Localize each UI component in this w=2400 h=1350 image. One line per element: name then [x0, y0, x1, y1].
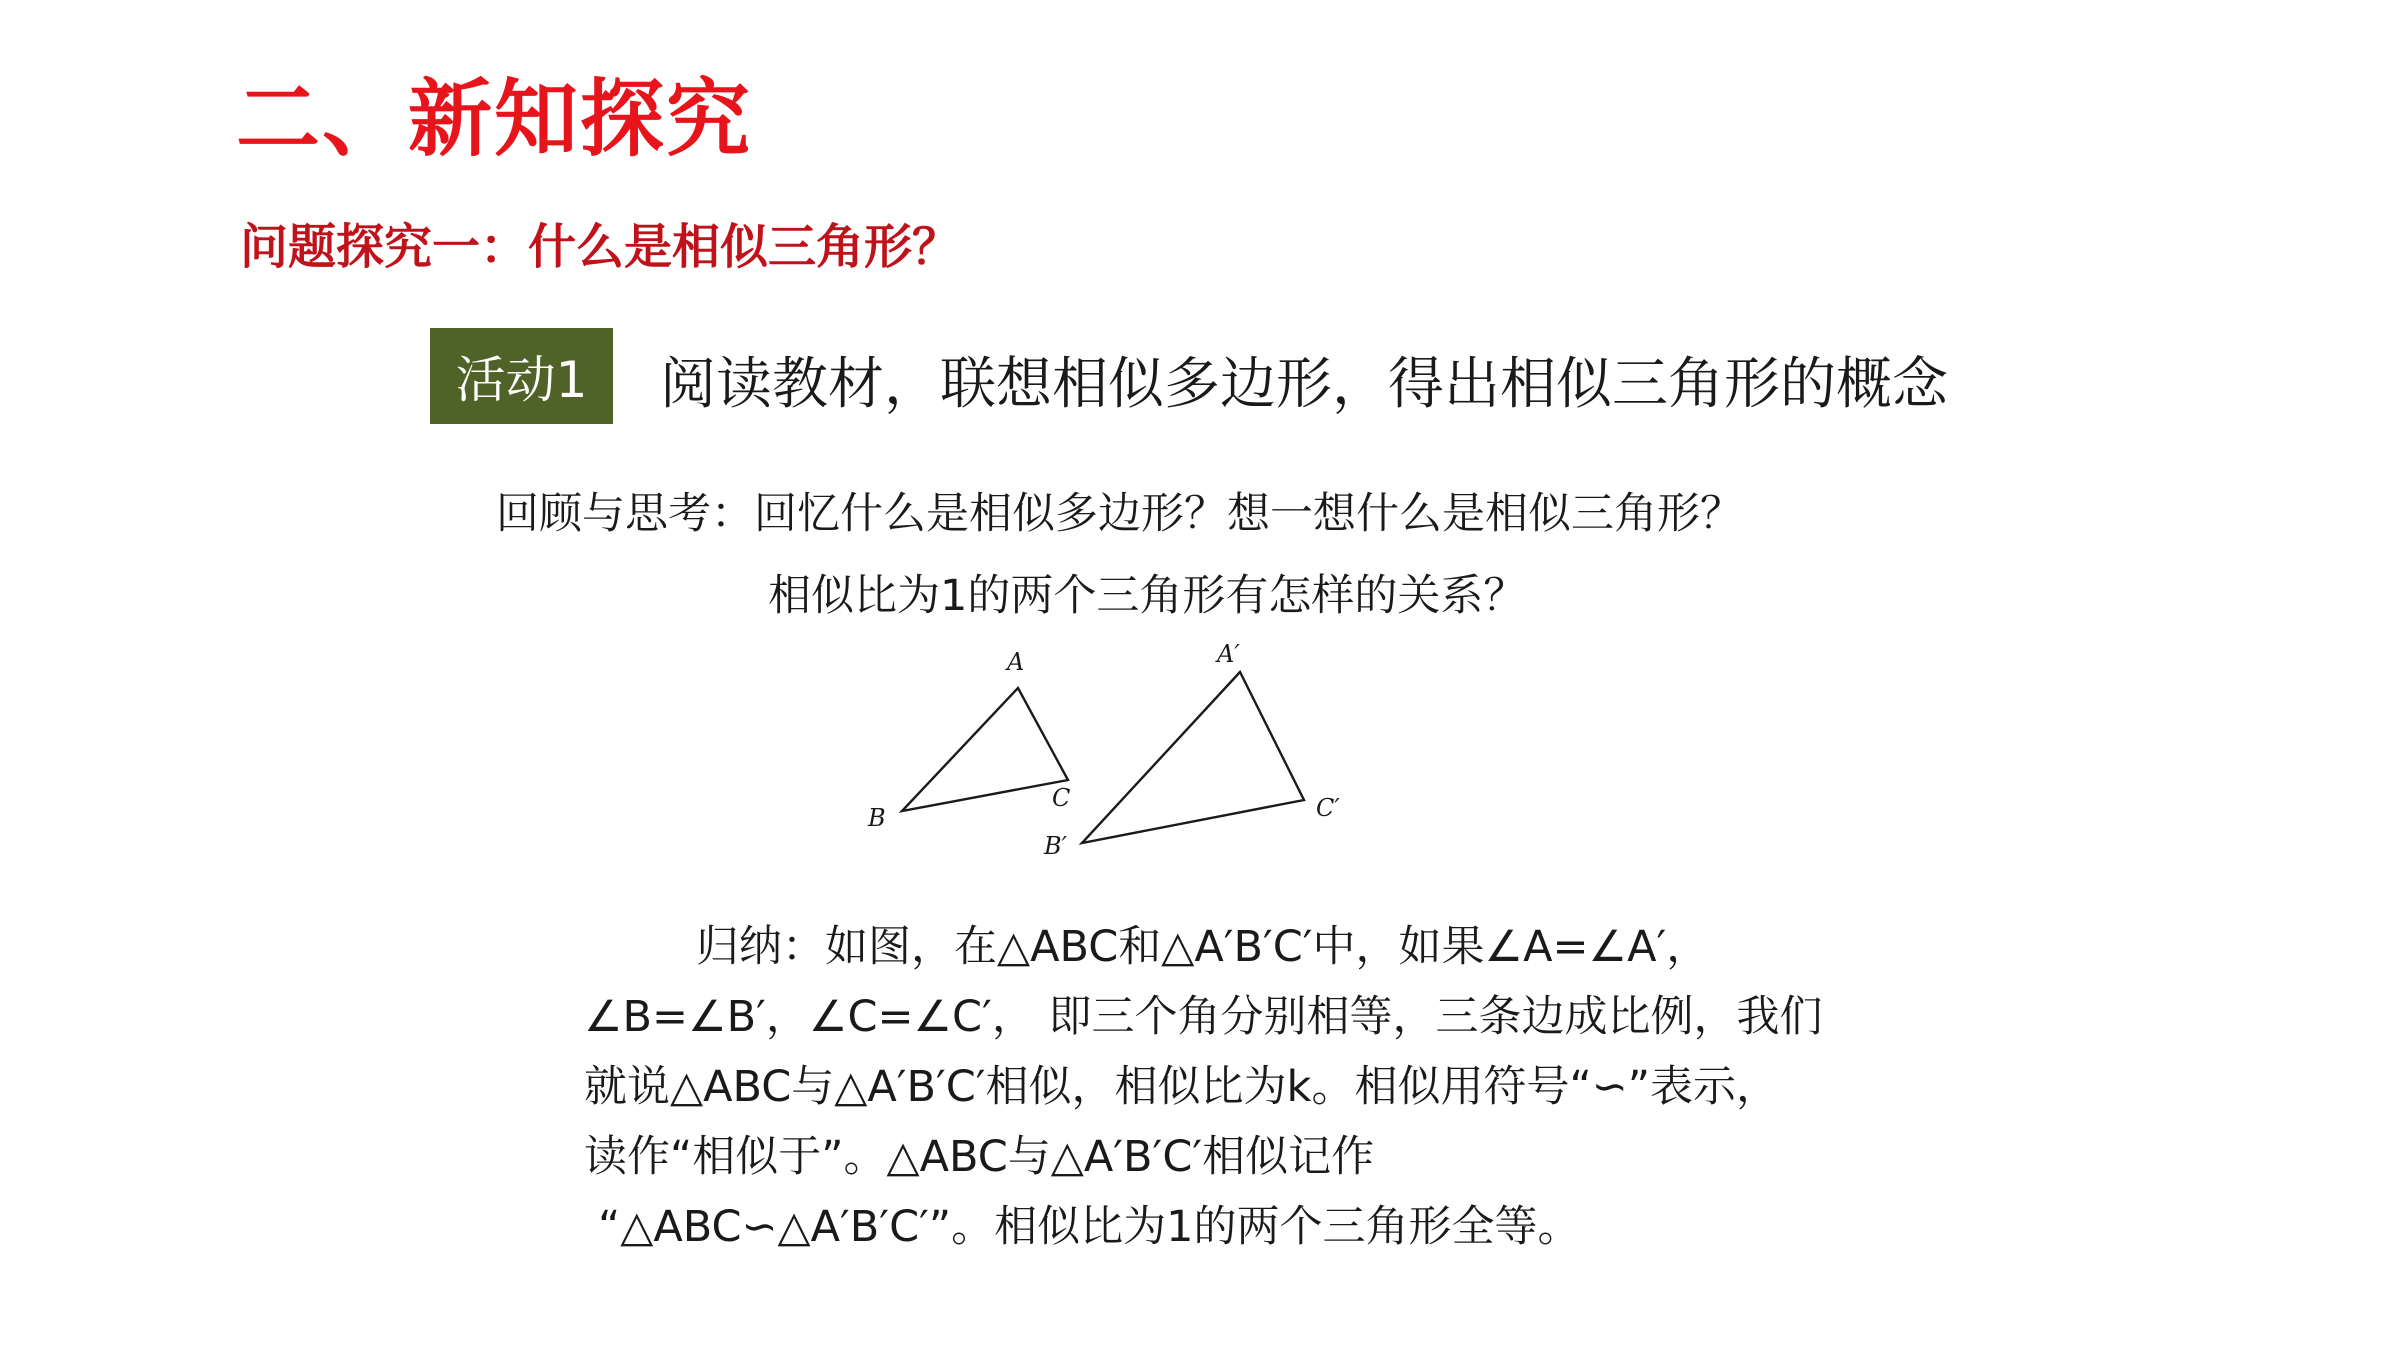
- summary-block: [584, 912, 1944, 1262]
- page-title: 二、新知探究: [236, 70, 753, 168]
- summary-line-4: 读作“相似于”。△ABC与△A′B′C′相似记作: [584, 1132, 1375, 1182]
- review-question-1: 回顾与思考：回忆什么是相似多边形？想一想什么是相似三角形？: [496, 489, 1743, 539]
- label-b-prime: B′: [1044, 832, 1068, 860]
- summary-line-1: 归纳：如图，在△ABC和△A′B′C′中，如果∠A=∠A′，: [696, 922, 1710, 972]
- label-a: A: [1007, 648, 1025, 676]
- summary-line-5: “△ABC∽△A′B′C′”。相似比为1的两个三角形全等。: [598, 1202, 1581, 1252]
- section-subtitle: 问题探究一：什么是相似三角形？: [240, 219, 961, 275]
- summary-line-3: 就说△ABC与△A′B′C′相似，相似比为k。相似用符号“∽”表示，: [584, 1062, 1780, 1112]
- review-question-2: 相似比为1的两个三角形有怎样的关系？: [768, 571, 1527, 621]
- triangle-abc: [902, 688, 1071, 812]
- activity-badge: 活动1: [430, 328, 613, 424]
- triangle-a-prime-b-prime-c-prime: [1082, 672, 1304, 843]
- label-c: C: [1052, 784, 1071, 812]
- label-a-prime: A′: [1217, 640, 1240, 668]
- label-b: B: [868, 804, 886, 832]
- label-c-prime: C′: [1316, 794, 1340, 822]
- summary-line-2: ∠B=∠B′，∠C=∠C′， 即三个角分别相等，三条边成比例，我们: [584, 992, 1823, 1042]
- similar-triangles-figure: [850, 630, 1370, 870]
- activity-description: 阅读教材，联想相似多边形，得出相似三角形的概念: [660, 352, 1948, 417]
